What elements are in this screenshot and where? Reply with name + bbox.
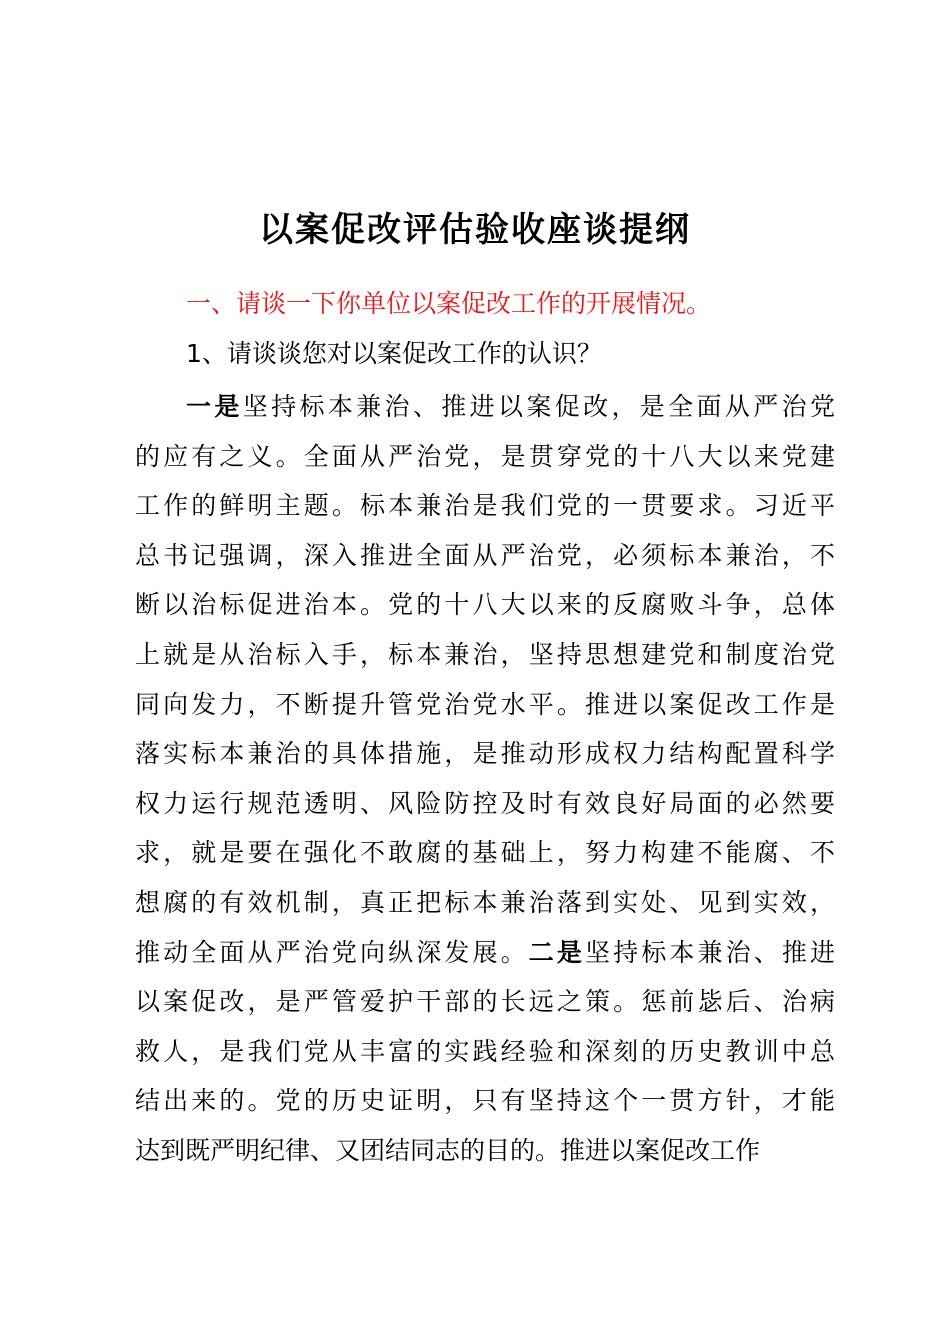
body-line: 结出来的。党的历史证明，只有坚持这个一贯方针，才能 (135, 1086, 835, 1116)
body-line (135, 382, 835, 432)
body-text: 坚持标本兼治、推进 (584, 937, 835, 967)
body-line: 想腐的有效机制，真正把标本兼治落到实处、见到实效， (135, 887, 835, 917)
body-text: 推动全面从严治党向纵深发展。 (135, 937, 529, 967)
body-line: 求，就是要在强化不敢腐的基础上，努力构建不能腐、不 (135, 838, 835, 868)
emphasis-label: 一是 (186, 392, 243, 421)
body-line: 达到既严明纪律、又团结同志的目的。推进以案促改工作 (135, 1135, 761, 1165)
section-heading: 一、请谈一下你单位以案促改工作的开展情况。 (186, 289, 712, 318)
body-line: 权力运行规范透明、风险防控及时有效良好局面的必然要 (135, 788, 835, 818)
body-line: 同向发力，不断提升管党治党水平。推进以案促改工作是 (135, 689, 835, 719)
question-1: 1、请谈谈您对以案促改工作的认识？ (186, 339, 602, 368)
body-line: 落实标本兼治的具体措施，是推动形成权力结构配置科学 (135, 739, 835, 769)
document-title: 以案促改评估验收座谈提纲 (259, 210, 691, 250)
body-paragraph (135, 382, 835, 1176)
body-line: 工作的鲜明主题。标本兼治是我们党的一贯要求。习近平 (135, 491, 835, 521)
emphasis-label: 二是 (528, 937, 585, 967)
body-line: 的应有之义。全面从严治党，是贯穿党的十八大以来党建 (135, 441, 835, 471)
body-line: 总书记强调，深入推进全面从严治党，必须标本兼治，不 (135, 540, 835, 570)
body-line: 以案促改，是严管爱护干部的长远之策。惩前毖后、治病 (135, 987, 835, 1017)
body-line: 断以治标促进治本。党的十八大以来的反腐败斗争，总体 (135, 590, 835, 620)
body-line: 上就是从治标入手，标本兼治，坚持思想建党和制度治党 (135, 639, 835, 669)
body-text: 坚持标本兼治、推进以案促改，是全面从严治党 (242, 392, 835, 421)
body-line (135, 928, 835, 978)
body-line: 救人，是我们党从丰富的实践经验和深刻的历史教训中总 (135, 1036, 835, 1066)
